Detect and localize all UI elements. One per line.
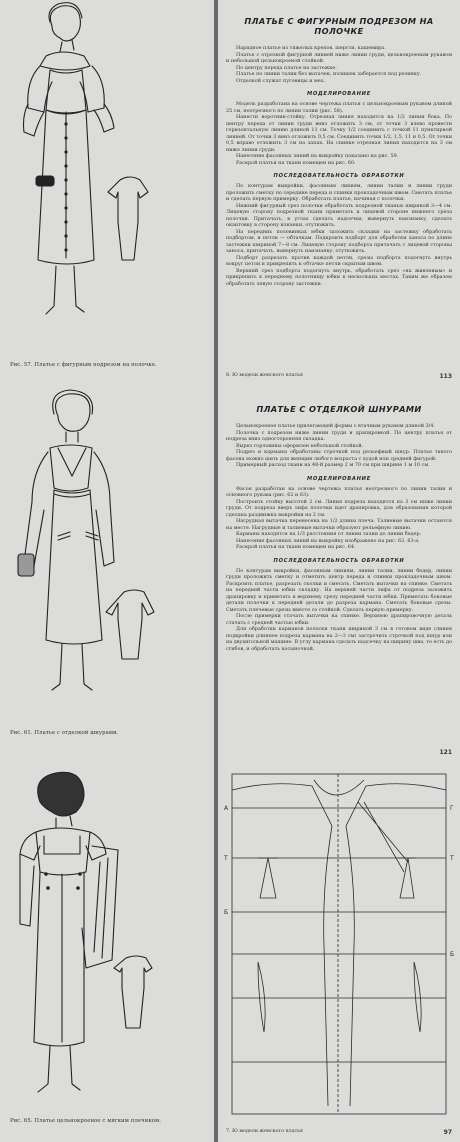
section-heading: МОДЕЛИРОВАНИЕ [307,91,371,97]
figure-caption: Рис. 65. Платье цельнокроеное с мягким плечиком. [10,1118,162,1124]
intro-para: Полочка с подрезом ниже линии груди и драпировкой. По центру платья от подреза вниз односторонняя складка. [226,429,452,442]
body-para: После примерки стачать вытачки на спинке. Верхнюю драпировочную деталь стачать с средней частью юбки. [226,613,452,626]
intro-para: Платье с отрезной фигурной линией ниже линии груди, цельнокроеным рукавом и небольшой цельнокроеной стойкой. [226,51,452,64]
left-page-2 [0,386,214,762]
page-footer [226,749,452,756]
footer-running-head: 7. Ю модели женского платья [226,1129,303,1134]
page-number: 121 [439,749,452,756]
svg-text:Т: Т [450,855,454,862]
body-para: Раскрой платья на ткани помещен на рис. 64. [236,544,356,550]
body-para: Раскрой платья на ткани помещен на рис. 60. [236,159,356,166]
body-para: По контурам выкройки, фасонным линиям, линии талии, линии бедер, линии груди проложить сметку и отметить центр переда и спинки прокладочным швом. Раскроить платье, разрезать сколки и сметать. Сметать вытачки на спинке. Сметать на передней части юбки складку. На верхней части лифа от подреза заложить драпировку и приметать в верхнему срезу передней части юбки. Приметать боковые детали полочки к передней детали до разреза кармана. Сметать боковые срезы. Сметать плечевые срезы вместе со стойкой. Сделать первую примерку. [226,567,452,613]
body-para: Нанесение фасонных линий на выкройку показано на рис. 59. [236,153,399,159]
spread-2 [0,386,460,762]
intro-para: Подрез и карманы обработаны строчкой под рельефный шнур. Платье такого фасона можно шить для женщин любого возраста с худой или средней фигурой. [226,449,452,462]
page-footer [226,1129,452,1136]
left-page-1 [0,0,214,386]
svg-text:A: A [224,805,229,812]
spread-3 [0,762,460,1142]
page-footer [226,373,452,380]
pattern-drafting-diagram [218,762,460,1142]
body-para: Нанесение фасонных линий на выкройку изображено на рис. 63, 63-а. [236,537,420,544]
fashion-illustration-figured-bodice [0,0,214,360]
page-number: 113 [439,373,452,380]
svg-text:Б: Б [450,951,455,958]
svg-text:Г: Г [450,805,454,812]
figure-caption: Рис. 57. Платье с фигурным подрезом на полочке. [10,362,157,368]
footer-running-head: 8. Ю модели женского платья [226,373,303,378]
body-para: Фасон разработан на основе чертежа платья неотрезного по линии талии и основного рукава (рис. 62 и 63). [226,485,452,498]
intro-para: Платье по линии талии без вытачек, излишек заберается под резинку. [236,71,422,77]
intro-para: Отделкой служат пуговицы и мех. [236,77,326,84]
intro-para: Нарядное платье из тяжелых крепов, шерсти, кашемира. [236,45,386,51]
right-page-1 [218,0,460,386]
left-page-3 [0,762,214,1142]
intro-para: Цельнокроеное платье прилегающей формы с втачным рукавом длиной 3/4. [236,423,435,429]
body-para: Построить стойку высотой 2 см. Линия подреза находится на 3 см ниже линии груди. От подреза вверх лифа полочки идет драпировка, для образования которой сделана раздвижка выкройки на 2 см. [226,498,452,518]
figure-caption: Рис. 61. Платье с отделкой шнурами. [10,730,119,736]
section-heading: ПОСЛЕДОВАТЕЛЬНОСТЬ ОБРАБОТКИ [273,557,405,564]
intro-para: Вырез горловины оформлен небольшой стойкой. [236,442,364,449]
fashion-illustration-cord-trim [0,386,214,726]
page-number: 97 [443,1129,452,1136]
body-para: По контурам выкройки, фасонным линиям, линии талии и линии груди проложить сметку по середине переда и спинки прокладочным швом. Сметать платье и сделать первую примерку. Обработать платье, начиная с полочки. [226,183,452,202]
body-para: Подборт разрезать против каждой петли, срезы подборта подогнуть внутрь вокруг петли и прикрепить к обтачке петли скрытым швом. [226,254,452,267]
body-para: Для обработки карманов полоски ткани шириной 3 см в готовом виде (линия подкройки длиннее подреза кармана на 2—3 см) застрочить строчкой под шнур или на двухигольной машине. В углу кармана сделать надсечку на ширину шва, то есть до сгибов, и обработать косыночкой. [226,626,452,652]
body-para: Нагрудная вытачка перенесена на 1/2 длины плеча. Талиевые вытачки остаются на месте. Нагрудные и талиевые вытачки образуют рельефную линию. [226,518,452,531]
body-para: На передних половинках юбки заложить складки на застежку обработать подбортом, и петли — обтачкам. Подкроить подборт для обработки заноса по длине застежки шириной 7—8 см. Лицевую сторону подборта притачать с лицевой стороны заноса, притачать, вывернуть наизнанку, отутюжить. [226,228,452,254]
section-heading: ПОСЛЕДОВАТЕЛЬНОСТЬ ОБРАБОТКИ [273,173,405,179]
intro-para: Примерный расход ткани на 48-й размер 2 м 70 см при ширине 1 м 10 см. [236,462,430,468]
section-heading: МОДЕЛИРОВАНИЕ [307,475,371,482]
body-para: Верхний срез подборта подогнуть внутрь, обработать срез «на живленым» и прикрепить к переднему полотнищу юбки к нескольких местах. Таким же образом обработать левую сторону застежки. [226,267,452,287]
svg-text:Б: Б [224,909,229,916]
body-para: Нижний фигурный срез полочки обработать подрезной тканью шириной 3—4 см. Лицевую сторону подрезной ткани приметать к лицевой стороне нижнего среза полочки. Притачать, в углах сделать надсечки, вывернуть наизнанку, сделать окантовку в сторону изнанки, отутюжить. [226,202,452,228]
body-para: Модель разработана на основе чертежа платья с цельнокроеным рукавом длиной 25 см, неотрезного по линии талии (рис. 58). [226,101,452,114]
fashion-illustration-soft-shoulder [0,762,214,1112]
body-para: Карманы находятся на 1/3 расстояния от линии талии до линии бедер. [236,531,422,537]
right-page-2 [218,386,460,762]
intro-para: По центру переда платье на застежке. [236,64,337,71]
article-title: ПЛАТЬЕ С ОТДЕЛКОЙ ШНУРАМИ [256,404,422,414]
body-para: Нанести воротник-стойку. Отрезная линия находится на 1/2 линии бока. По центру переда от линии груди вниз отложить 3 см, от точки 3 влево провести горизонтальную линию длиной 11 см. Точку 1/2 соединить с точкой 11 пунктирной линией. От точки 3 вниз отложить 0,5 см. Соединить точки 1/2, 1,5, 11 и 0,5. От точки 0,5 вправо отложить 3 см на запах. На спинке отрезная линия находится на 3 см ниже линии груди. [226,114,452,153]
svg-text:T: T [224,855,228,862]
spread-1 [0,0,460,386]
right-page-3 [218,762,460,1142]
article-title: ПЛАТЬЕ С ФИГУРНЫМ ПОДРЕЗОМ НА ПОЛОЧКЕ [244,16,434,36]
